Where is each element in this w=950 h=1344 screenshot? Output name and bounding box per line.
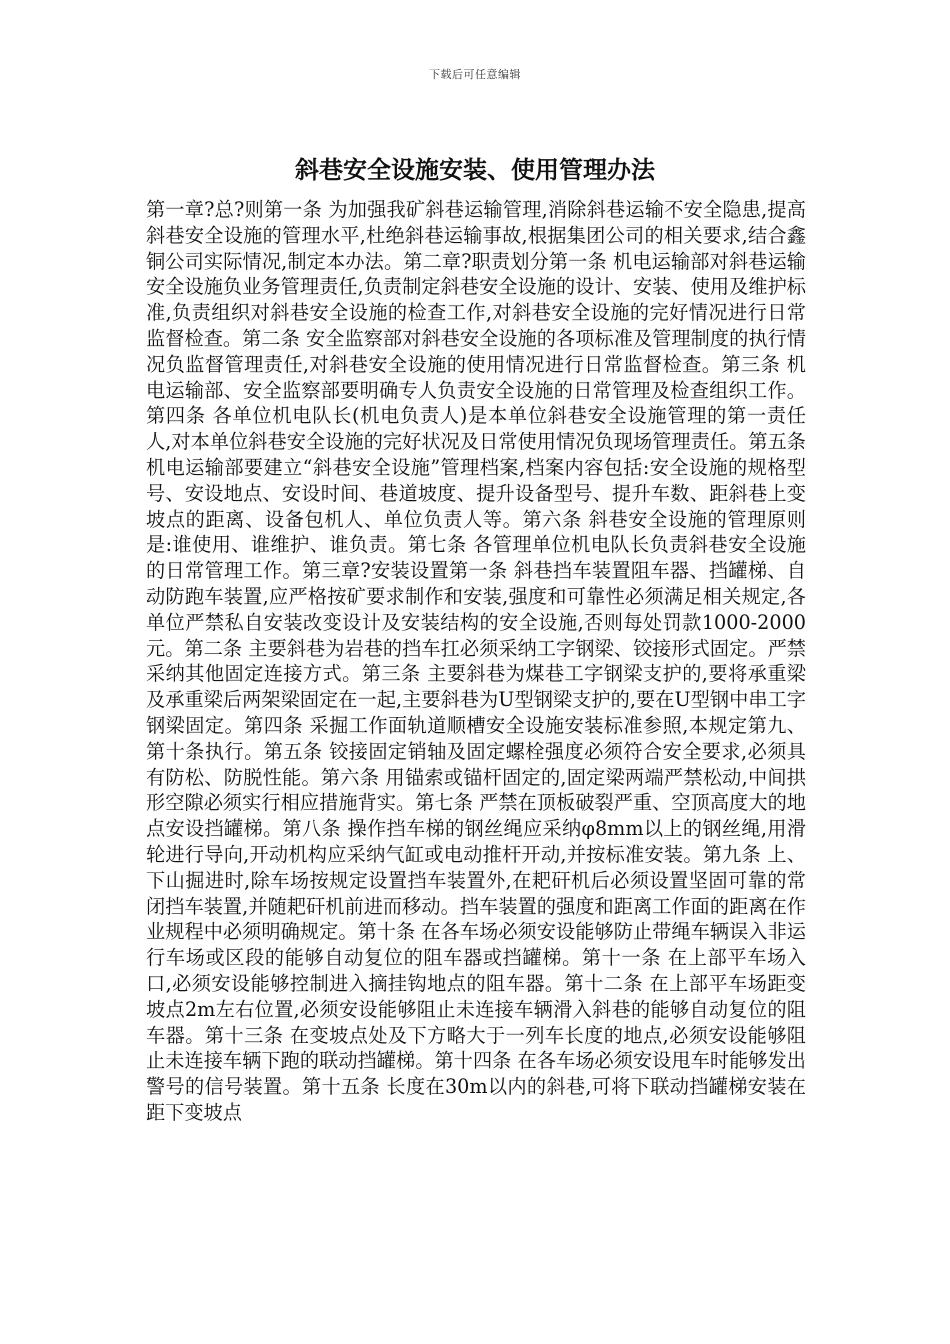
document-title: 斜巷安全设施安装、使用管理办法 (295, 156, 655, 184)
document-body: 第一章?总?则第一条 为加强我矿斜巷运输管理,消除斜巷运输不安全隐患,提高斜巷安全设施的管理水平,杜绝斜巷运输事故,根据集团公司的相关要求,结合鑫铜公司实际情况,制定本办法。第二章?职责划分第一条 机电运输部对斜巷运输安全设施负业务管理责任,负责制定斜巷安全设施的设计、安装、使用及维护标准,负责组织对斜巷安全设施的检查工作,对斜巷安全设施的完好情况进行日常监督检查。第二条 安全监察部对斜巷安全设施的各项标准及管理制度的执行情况负监督管理责任,对斜巷安全设施的使用情况进行日常监督检查。第三条 机电运输部、安全监察部要明确专人负责安全设施的日常管理及检查组织工作。第四条 各单位机电队长(机电负责人)是本单位斜巷安全设施管理的第一责任人,对本单位斜巷安全设施的完好状况及日常使用情况负现场管理责任。第五条 机电运输部要建立“斜巷安全设施”管理档案,档案内容包括:安全设施的规格型号、安设地点、安设时间、巷道坡度、提升设备型号、提升车数、距斜巷上变坡点的距离、设备包机人、单位负责人等。第六条 斜巷安全设施的管理原则是:谁使用、谁维护、谁负责。第七条 各管理单位机电队长负责斜巷安全设施的日常管理工作。第三章?安装设置第一条 斜巷挡车装置阻车器、挡罐梯、自动防跑车装置,应严格按矿要求制作和安装,强度和可靠性必须满足相关规定,各单位严禁私自安装改变设计及安装结构的安全设施,否则每处罚款1000-2000元。第二条 主要斜巷为岩巷的挡车扛必须采纳工字钢梁、铰接形式固定。严禁采纳其他固定连接方式。第三条 主要斜巷为煤巷工字钢梁支护的,要将承重梁及承重梁后两架梁固定在一起,主要斜巷为U型钢梁支护的,要在U型钢中串工字钢梁固定。第四条 采掘工作面轨道顺槽安全设施安装标准参照,本规定第九、第十条执行。第五条 铰接固定销轴及固定螺栓强度必须符合安全要求,必须具有防松、防脱性能。第六条 用锚索或锚杆固定的,固定梁两端严禁松动,中间拱形空隙必须实行相应措施背实。第七条 严禁在顶板破裂严重、空顶高度大的地点安设挡罐梯。第八条 操作挡车梯的钢丝绳应采纳φ8mm以上的钢丝绳,用滑轮进行导向,开动机构应采纳气缸或电动推杆开动,并按标准安装。第九条 上、下山掘进时,除车场按规定设置挡车装置外,在耙矸机后必须设置坚固可靠的常闭挡车装置,并随耙矸机前进而移动。挡车装置的强度和距离工作面的距离在作业规程中必须明确规定。第十条 在各车场必须安设能够防止带绳车辆误入非运行车场或区段的能够自动复位的阻车器或挡罐梯。第十一条 在上部平车场入口,必须安设能够控制进入摘挂钩地点的阻车器。第十二条 在上部平车场距变坡点2m左右位置,必须安设能够阻止未连接车辆滑入斜巷的能够自动复位的阻车器。第十三条 在变坡点处及下方略大于一列车长度的地点,必须安设能够阻止未连接车辆下跑的联动挡罐梯。第十四条 在各车场必须安设甩车时能够发出警号的信号装置。第十五条 长度在30m以内的斜巷,可将下联动挡罐梯安装在距下变坡点 (146, 198, 806, 1124)
header-note: 下载后可任意编辑 (429, 68, 521, 81)
